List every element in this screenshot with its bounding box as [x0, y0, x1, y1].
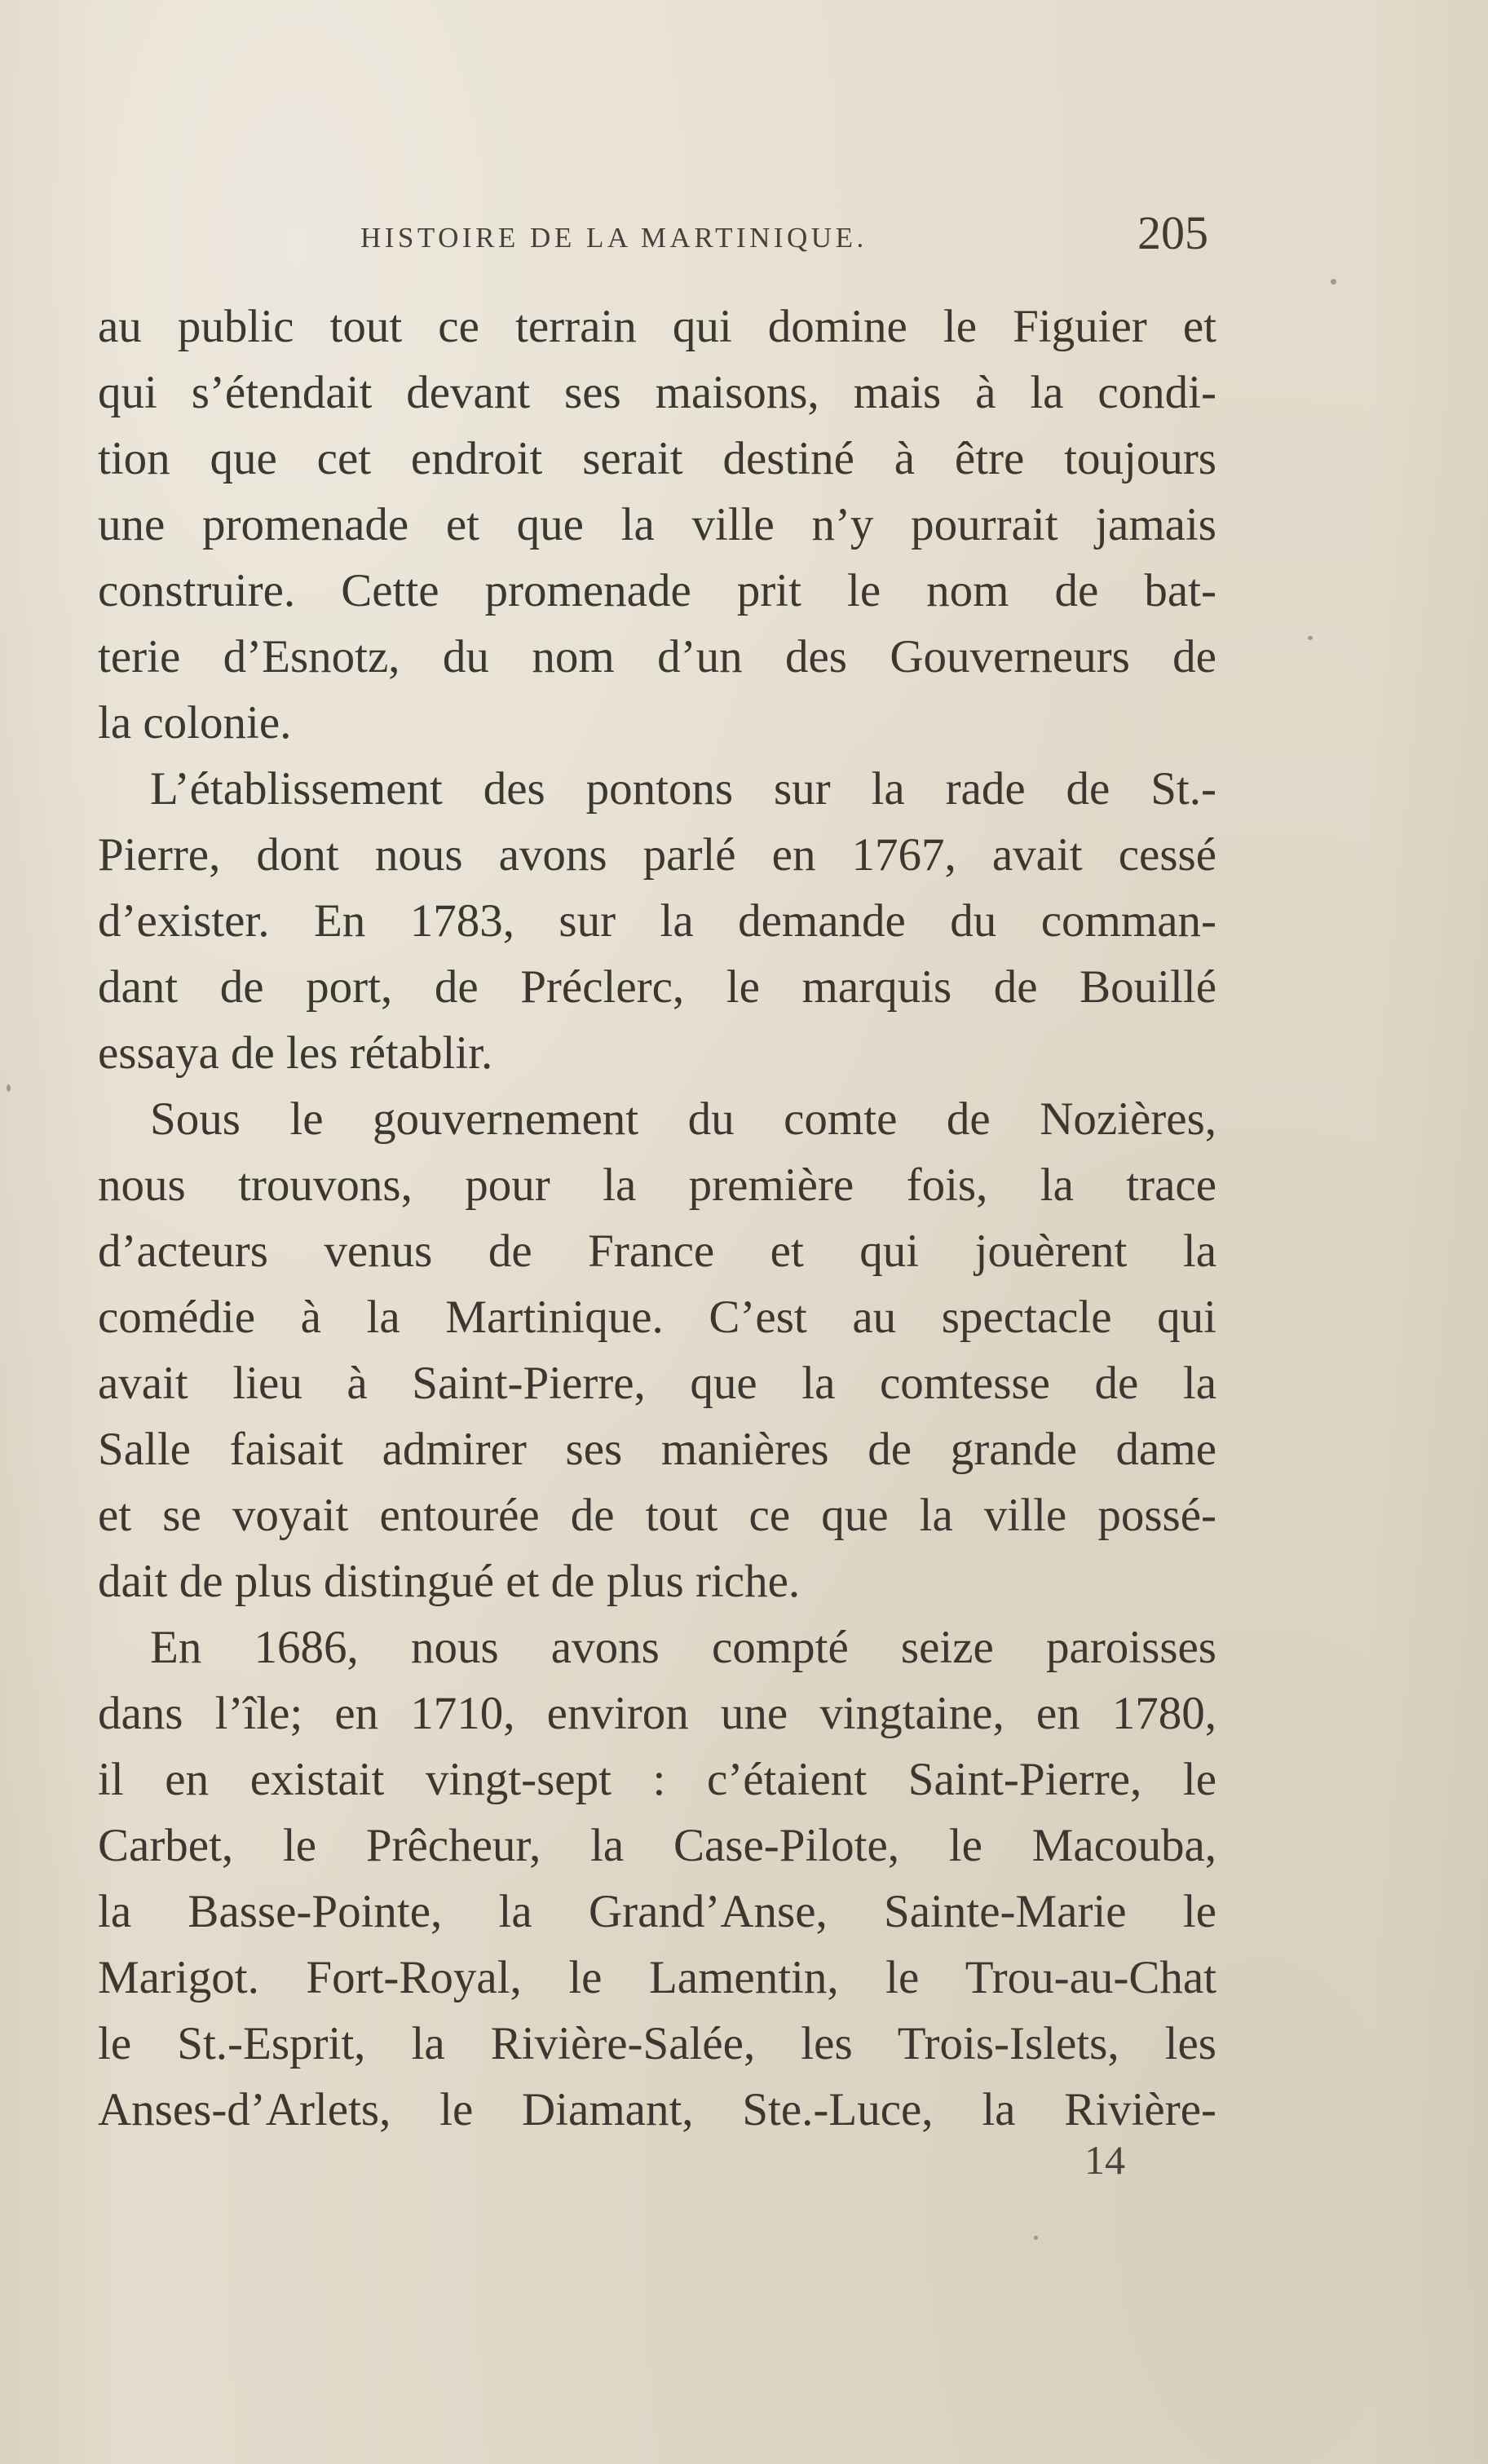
text-line: tion que cet endroit serait destiné à être toujours	[98, 433, 1216, 484]
text-line: d’exister. En 1783, sur la demande du comman-	[98, 895, 1216, 947]
page-number: 205	[1137, 206, 1208, 259]
text-line: au public tout ce terrain qui domine le Figuier et	[98, 301, 1216, 352]
text-line: dait de plus distingué et de plus riche.	[98, 1556, 801, 1607]
text-line: nous trouvons, pour la première fois, la trace	[98, 1159, 1216, 1211]
text-line: Sous le gouvernement du comte de Nozières,	[150, 1093, 1216, 1145]
paper-speck	[7, 1084, 11, 1092]
text-line: une promenade et que la ville n’y pourrait jamais	[98, 499, 1216, 550]
text-line: d’acteurs venus de France et qui jouèrent la	[98, 1225, 1216, 1277]
text-line: le St.-Esprit, la Rivière-Salée, les Trois-Islets, les	[98, 2018, 1216, 2069]
paper-speck	[1331, 279, 1336, 285]
text-line: terie d’Esnotz, du nom d’un des Gouverneurs de	[98, 631, 1216, 682]
text-line: dant de port, de Préclerc, le marquis de Bouillé	[98, 961, 1216, 1013]
body-text	[98, 294, 1216, 2143]
text-line: et se voyait entourée de tout ce que la ville possé-	[98, 1490, 1216, 1541]
running-title: HISTOIRE DE LA MARTINIQUE.	[360, 222, 868, 254]
text-line: essaya de les rétablir.	[98, 1027, 493, 1079]
text-line: En 1686, nous avons compté seize paroisses	[150, 1622, 1216, 1673]
text-line: comédie à la Martinique. C’est au spectacle qui	[98, 1292, 1216, 1343]
text-line: Marigot. Fort-Royal, le Lamentin, le Trou-au-Chat	[98, 1952, 1216, 2003]
text-line: Salle faisait admirer ses manières de grande dame	[98, 1424, 1216, 1475]
paper-speck	[1034, 2236, 1038, 2240]
text-line: dans l’île; en 1710, environ une vingtaine, en 1780,	[98, 1688, 1216, 1739]
text-line: Anses-d’Arlets, le Diamant, Ste.-Luce, la Rivière-	[98, 2084, 1216, 2135]
text-line: il en existait vingt-sept : c’étaient Saint-Pierre, le	[98, 1754, 1216, 1805]
text-line: avait lieu à Saint-Pierre, que la comtesse de la	[98, 1358, 1216, 1409]
paper-speck	[1308, 636, 1313, 640]
text-line: L’établissement des pontons sur la rade de St.-	[150, 763, 1216, 815]
text-line: la Basse-Pointe, la Grand’Anse, Sainte-Marie le	[98, 1886, 1216, 1937]
text-line: la colonie.	[98, 697, 292, 748]
text-line: construire. Cette promenade prit le nom de bat-	[98, 565, 1216, 616]
text-line: Pierre, dont nous avons parlé en 1767, avait cessé	[98, 829, 1216, 881]
text-line: qui s’étendait devant ses maisons, mais à la condi-	[98, 367, 1216, 418]
text-line: Carbet, le Prêcheur, la Case-Pilote, le Macouba,	[98, 1820, 1216, 1871]
running-head	[360, 205, 1208, 271]
signature-mark: 14	[1084, 2137, 1125, 2183]
